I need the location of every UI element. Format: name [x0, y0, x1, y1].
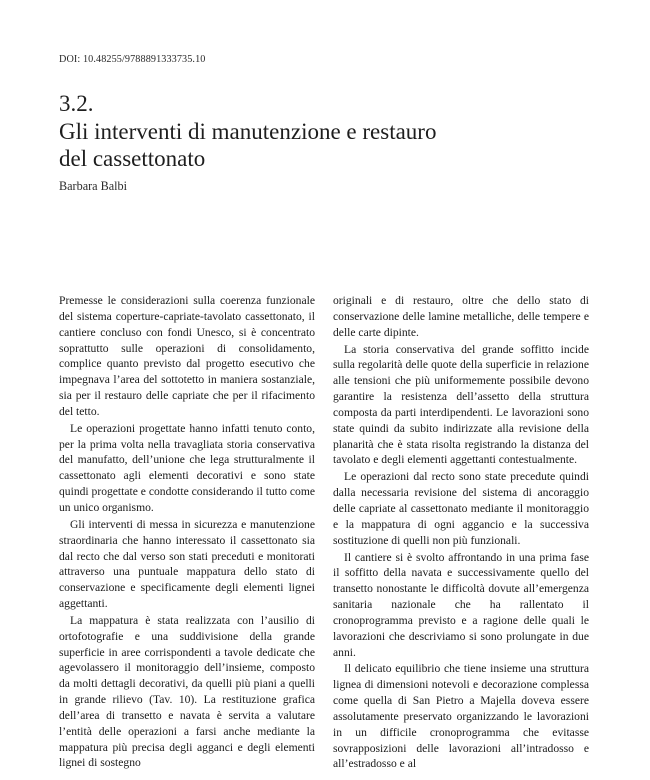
chapter-title-line-1: Gli interventi di manutenzione e restauro	[59, 118, 437, 144]
chapter-heading	[59, 90, 599, 173]
paragraph: Le operazioni dal recto sono state precedute quindi dalla necessaria revisione del sistema di ancoraggio delle capriate al cassettonato mediante il monitoraggio e la mappatura di ogni aggancio e la successiva sostituzione di quelli non più funzionali.	[333, 470, 589, 547]
paragraph: Il delicato equilibrio che tiene insieme una struttura lignea di dimensioni notevoli e decorazione complessa come quella di San Pietro a Majella doveva essere assolutamente preservato organizzando le lavorazioni in un difficile cronoprogramma che evitasse sovrapposizioni delle lavorazioni all’intradosso e all’estradosso e al	[333, 662, 589, 771]
paragraph-continued: originali e di restauro, oltre che dello stato di conservazione delle lamine metalliche, delle tempere e delle carte dipinte.	[333, 294, 589, 339]
paragraph: Il cantiere si è svolto affrontando in una prima fase il soffitto della navata e successivamente quello del transetto nonostante le difficoltà dovute all’emergenza sanitaria nazionale che ha rallentato il cronoprogramma previsto e a ragione delle quali le lavorazioni che descriviamo si sono prolungate in due anni.	[333, 550, 589, 659]
paragraph: La mappatura è stata realizzata con l’ausilio di ortofotografie e una suddivisione della grande superficie in aree corrispondenti a tavole dedicate che agevolassero il monitoraggio dell’insieme, composto da molti dettagli decorativi, da quelli più piani a quelli in grande rilievo (Tav. 10). La restituzione grafica dell’area di transetto e navata è servita a valutare l’entità delle operazioni a farsi anche mediante la mappatura più precisa degli agganci e degli elementi lignei di sostegno	[59, 613, 315, 770]
section-number: 3.2.	[59, 91, 94, 116]
doi-line: DOI: 10.48255/9788891333735.10	[59, 54, 206, 65]
author-name: Barbara Balbi	[59, 179, 128, 193]
chapter-title-line-2: del cassettonato	[59, 146, 206, 171]
paragraph: Premesse le considerazioni sulla coerenza funzionale del sistema coperture-capriate-tavolato cassettonato, il cantiere concluso con fondi Unesco, si è concentrato soprattutto sulle operazioni di consolidamento, complice quanto previsto dal progetto esecutivo che impegnava l’area del sottotetto in maniera sostanziale, sia per il restauro delle capriate che per il rifacimento del tetto.	[59, 294, 315, 418]
paragraph: Le operazioni progettate hanno infatti tenuto conto, per la prima volta nella travagliata storia conservativa del manufatto, dell’unione che lega strutturalmente il cassettonato agli elementi decorativi e sono state quindi progettate e condotte considerando il tutto come un unico organismo.	[59, 421, 315, 514]
paragraph: La storia conservativa del grande soffitto incide sulla regolarità delle quote della superficie in relazione alle tensioni che più uniformemente possibile devono garantire la resistenza dell’assetto della struttura composta da parti interdipendenti. Le lavorazioni sono state quindi da subito indirizzate alla revisione della planarità che è stata risolta registrando la distanza del tavolato e degli elementi aggettanti contestualmente.	[333, 342, 589, 467]
paragraph: Gli interventi di messa in sicurezza e manutenzione straordinaria che hanno interessato il cassettonato sia dal recto che dal verso son stati preceduti e monitorati attraverso una puntuale mappatura dello stato di conservazione e specificamente degli elementi lignei aggettanti.	[59, 517, 315, 611]
text-column-right	[333, 293, 589, 772]
text-column-left	[59, 293, 315, 771]
